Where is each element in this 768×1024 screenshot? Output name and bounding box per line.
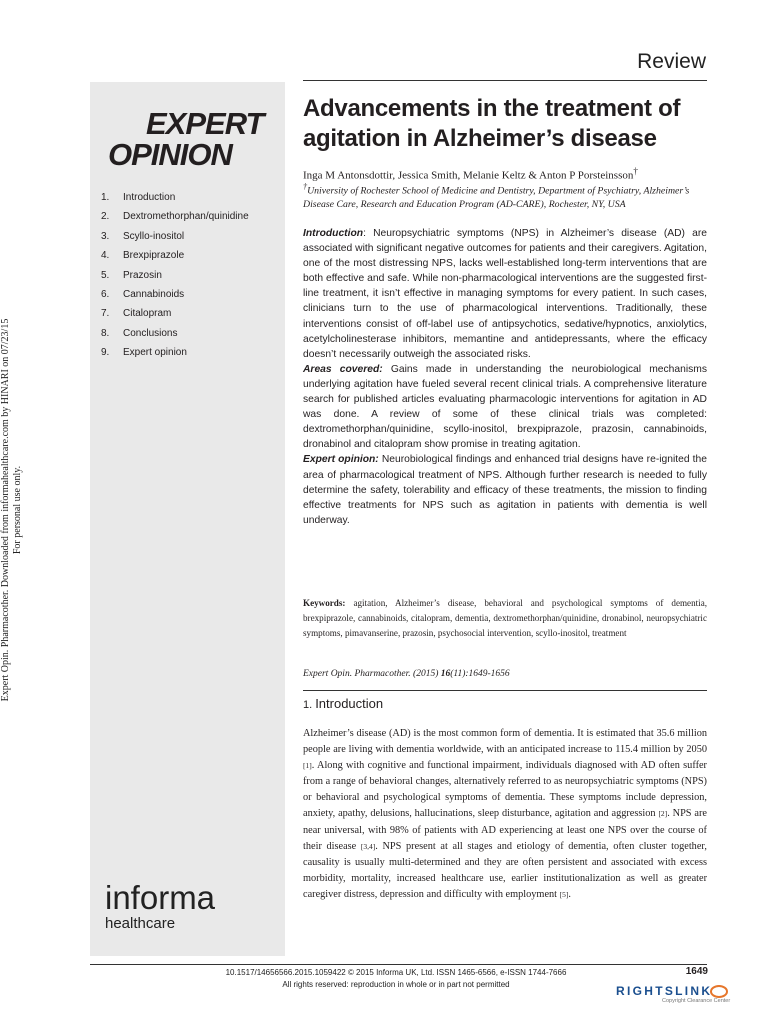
toc-item-scyllo-inositol[interactable]: 3. Scyllo-inositol	[101, 230, 185, 242]
toc-item-prazosin[interactable]: 5. Prazosin	[101, 269, 162, 281]
keywords-list: agitation, Alzheimer’s disease, behavioral and psychological symptoms of dementia, brexpiprazole, cannabinoids, citalopram, dementia, dextromethorphan/quinidine, dronabinol, neuropsychiatric symptoms, pimavanserine, prazosin, psychosocial intervention, scyllo-inositol, treatment	[303, 598, 707, 638]
table-of-contents	[101, 188, 281, 363]
toc-item-cannabinoids[interactable]: 6. Cannabinoids	[101, 288, 185, 300]
affiliation-mark: †	[303, 182, 308, 191]
reference-link[interactable]: [5]	[559, 889, 569, 899]
keywords-label: Keywords:	[303, 598, 346, 608]
abstract-introduction: Introduction: Neuropsychiatric symptoms (NPS) in Alzheimer’s disease (AD) are associated with significant negative outcomes for patients and their caregivers. Agitation, one of the most distressing NPS, lacks well-established long-term interventions that are both effective and safe. While non-pharmacological interventions are the suggested first-line treatment, it isn’t effective in managing symptoms for every patient. In such cases, clinicians turn to the use of pharmacological interventions. Traditionally, these interventions consist of off-label use of antipsychotics, sedative/hypnotics, anxiolytics, acetylcholinesterase inhibitors, memantine and antidepressants, where the efficacy doesn’t necessarily outweigh the associated risks.	[303, 228, 707, 360]
keywords	[303, 596, 707, 641]
abstract-areas-covered: Areas covered: Gains made in understanding the neurobiological mechanisms underlying agitation have fueled several recent clinical trials. A comprehensive literature search for published articles evaluating pharmacologic interventions for agitation in AD was done. A review of some of these clinical trials was completed: dextromethorphan/quinidine, scyllo-inositol, brexpiprazole, prazosin, cannabinoids, dronabinol and citalopram show promise in treating agitation.	[303, 363, 707, 451]
publisher-logo	[105, 880, 275, 932]
section-title: Introduction	[315, 696, 384, 711]
rightslink-subtitle: Copyright Clearance Center	[662, 998, 731, 1005]
publisher-name: informa	[105, 879, 216, 916]
reference-link[interactable]: [3,4]	[360, 841, 376, 851]
journal-logo-line1: EXPERT	[146, 106, 264, 141]
toc-item-citalopram[interactable]: 7. Citalopram	[101, 308, 172, 320]
section-number: 1.	[303, 699, 313, 711]
introduction-paragraph: Alzheimer’s disease (AD) is the most common form of dementia. It is estimated that 35.6 million people are living with dementia worldwide, with an anticipated increase to 115.4 million by 2050 [1]. Along with cognitive and functional impairment, individuals diagnosed with AD often suffer from a range of behavioral changes, alternatively referred to as neuropsychiatric symptoms (NPS) or behavioral and psychological symptoms of dementia. These symptoms include depression, anxiety, apathy, delusions, hallucinations, sleep disturbance, agitation and aggression [2]. NPS are near universal, with 98% of patients with AD experiencing at least one NPS over the course of their disease [3,4]. NPS present at all stages and etiology of dementia, often cluster together, causality is usually multi-determined and they are often persistent and associated with excess morbidity, mortality, increased healthcare use, earlier institutionalization as well as greater caregiver distress, depression and difficulty with employment [5].	[303, 728, 707, 900]
abstract	[303, 226, 707, 528]
author-names: Inga M Antonsdottir, Jessica Smith, Melanie Keltz & Anton P Porsteinsson	[303, 169, 634, 182]
section-rule	[303, 690, 707, 691]
abstract-expert-opinion: Expert opinion: Neurobiological findings and enhanced trial designs have re-ignited the area of pharmacological treatment of NPS. Although further research is needed to fully determine the safety, tolerability and efficacy of these treatments, the mission to finding effective treatments for NPS such as agitation in patients with dementia is well underway.	[303, 454, 707, 526]
footer-doi: 10.1517/14656566.2015.1059422 © 2015 Informa UK, Ltd. ISSN 1465-6566, e-ISSN 1744-7666	[225, 968, 567, 977]
affiliation-text: University of Rochester School of Medicine and Dentistry, Department of Psychiatry, Alzheimer’s Disease Care, Research and Education Program (AD-CARE), Rochester, NY, USA	[303, 185, 690, 211]
journal-logo-line2: OPINION	[108, 137, 232, 172]
rightslink-swoosh-icon	[710, 985, 728, 998]
toc-item-introduction[interactable]: 1. Introduction	[101, 192, 176, 203]
toc-item-conclusions[interactable]: 8. Conclusions	[101, 327, 178, 339]
affiliation	[303, 180, 707, 212]
footer-rule	[90, 964, 707, 965]
page-number: 1649	[685, 966, 708, 977]
journal-logo	[108, 108, 278, 170]
toc-item-dextromethorphan[interactable]: 2. Dextromethorphan/quinidine	[101, 211, 249, 223]
toc-item-expert-opinion[interactable]: 9. Expert opinion	[101, 347, 187, 359]
section-label: Review	[637, 50, 706, 73]
toc-item-brexpiprazole[interactable]: 4. Brexpiprazole	[101, 250, 185, 262]
download-notice	[0, 300, 36, 720]
reference-link[interactable]: [1]	[303, 761, 312, 771]
reference-link[interactable]: [2]	[658, 809, 668, 819]
download-notice-line1: Expert Opin. Pharmacother. Downloaded from informahealthcare.com by HINARI on 07/23/15	[0, 318, 11, 702]
header-rule	[303, 80, 707, 81]
citation: Expert Opin. Pharmacother. (2015) 16(11):1649-1656	[303, 669, 510, 679]
download-notice-line2: For personal use only.	[12, 465, 23, 555]
rightslink-logo[interactable]	[616, 984, 760, 1010]
publisher-sub: healthcare	[105, 915, 176, 932]
author-mark: †	[633, 166, 638, 176]
article-title: Advancements in the treatment of agitation in Alzheimer’s disease	[303, 95, 681, 152]
footer-rights: All rights reserved: reproduction in whole or in part not permitted	[282, 980, 510, 989]
rightslink-text: RIGHTSLINK	[616, 984, 713, 998]
section-heading-introduction	[303, 696, 707, 711]
